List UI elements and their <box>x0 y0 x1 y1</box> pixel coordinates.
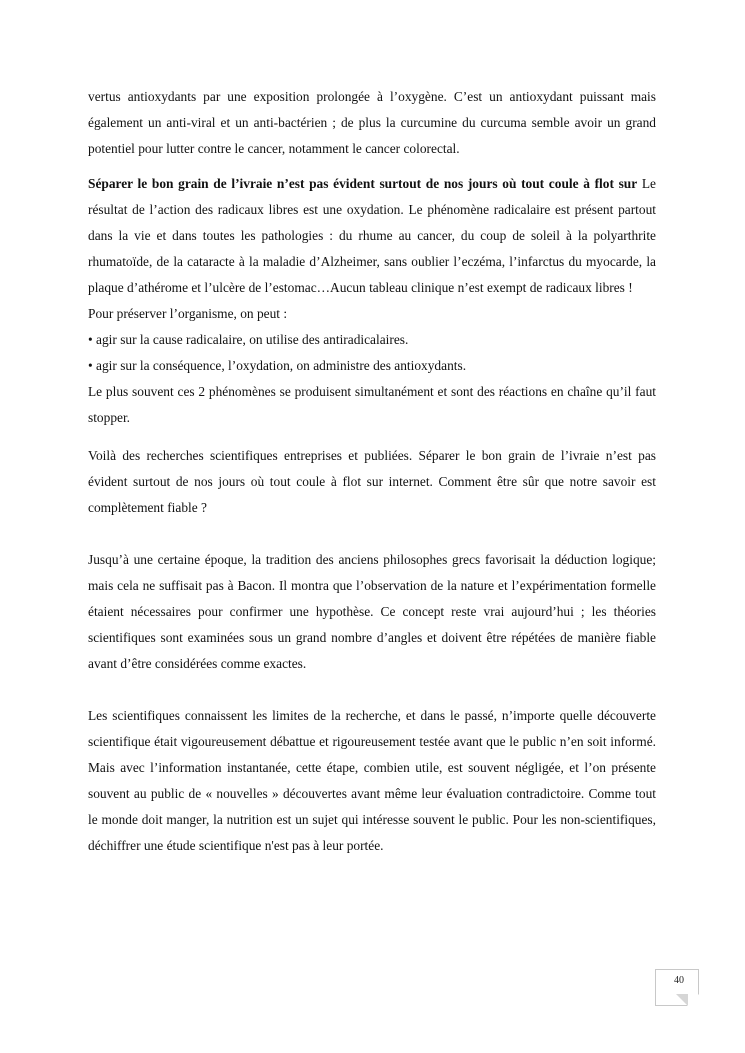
paragraph-radicaux-text: Le résultat de l’action des radicaux libres est une oxydation. Le phénomène radicalaire est présent partout dans la vie et dans toutes les pathologies : du rhume au cancer, du coup de soleil à la polyarthrite rhumatoïde, de la cataracte à la maladie d’Alzheimer, sans oublier l’eczéma, l’infarctus du myocarde, la plaque d’athérome et l’ulcère de l’estomac…Aucun tableau clinique n’est exempt de radicaux libres ! <box>88 176 656 295</box>
document-body <box>88 84 656 859</box>
bullet-item-antiradicalaires: • agir sur la cause radicalaire, on utilise des antiradicalaires. <box>88 332 409 347</box>
preserve-intro-line: Pour préserver l’organisme, on peut : <box>88 306 288 321</box>
bullet-item-antioxydants: • agir sur la conséquence, l’oxydation, on administre des antioxydants. <box>88 358 467 373</box>
page-number-box <box>655 969 699 1006</box>
paragraph-scientifiques: Les scientifiques connaissent les limites de la recherche, et dans le passé, n’importe quelle découverte scientifique était vigoureusement débattue et rigoureusement testée avant que le public n’en soit informé. Mais avec l’information instantanée, cette étape, combien utile, est souvent négligée, et l’on présente souvent au public de « nouvelles » découvertes avant même leur évaluation contradictoire. Comme tout le monde doit manger, la nutrition est un sujet qui intéresse souvent le public. Pour les non-scientifiques, déchiffrer une étude scientifique n'est pas à leur portée. <box>88 708 656 853</box>
paragraph-recherches: Voilà des recherches scientifiques entreprises et publiées. Séparer le bon grain de l’ivraie n’est pas évident surtout de nos jours où tout coule à flot sur internet. Comment être sûr que notre savoir est complètement fiable ? <box>88 448 656 515</box>
paragraph-radicaux-libres <box>88 171 656 301</box>
paragraph-spacer <box>88 162 656 171</box>
paragraph-spacer <box>88 521 656 547</box>
page-number: 40 <box>674 975 684 986</box>
paragraph-bacon: Jusqu’à une certaine époque, la tradition des anciens philosophes grecs favorisait la déduction logique; mais cela ne suffisait pas à Bacon. Il montra que l’observation de la nature et l’expérimentation formelle étaient nécessaires pour confirmer une hypothèse. Ce concept reste vrai aujourd’hui ; les théories scientifiques sont examinées sous un grand nombre d’angles et doivent être répétées de manière fiable avant d’être considérées comme exactes. <box>88 552 656 671</box>
paragraph-spacer <box>88 677 656 703</box>
paragraph-spacer <box>88 431 656 443</box>
paragraph-curcumine: vertus antioxydants par une exposition prolongée à l’oxygène. C’est un antioxydant puissant mais également un anti-viral et un anti-bactérien ; de plus la curcumine du curcuma semble avoir un grand potentiel pour lutter contre le cancer, notamment le cancer colorectal. <box>88 89 656 156</box>
bold-heading-text: Séparer le bon grain de l’ivraie n’est pas évident surtout de nos jours où tout coule à flot sur <box>88 176 638 191</box>
page-curl-icon <box>687 994 699 1006</box>
paragraph-phenomenes: Le plus souvent ces 2 phénomènes se produisent simultanément et sont des réactions en chaîne qu’il faut stopper. <box>88 384 656 425</box>
